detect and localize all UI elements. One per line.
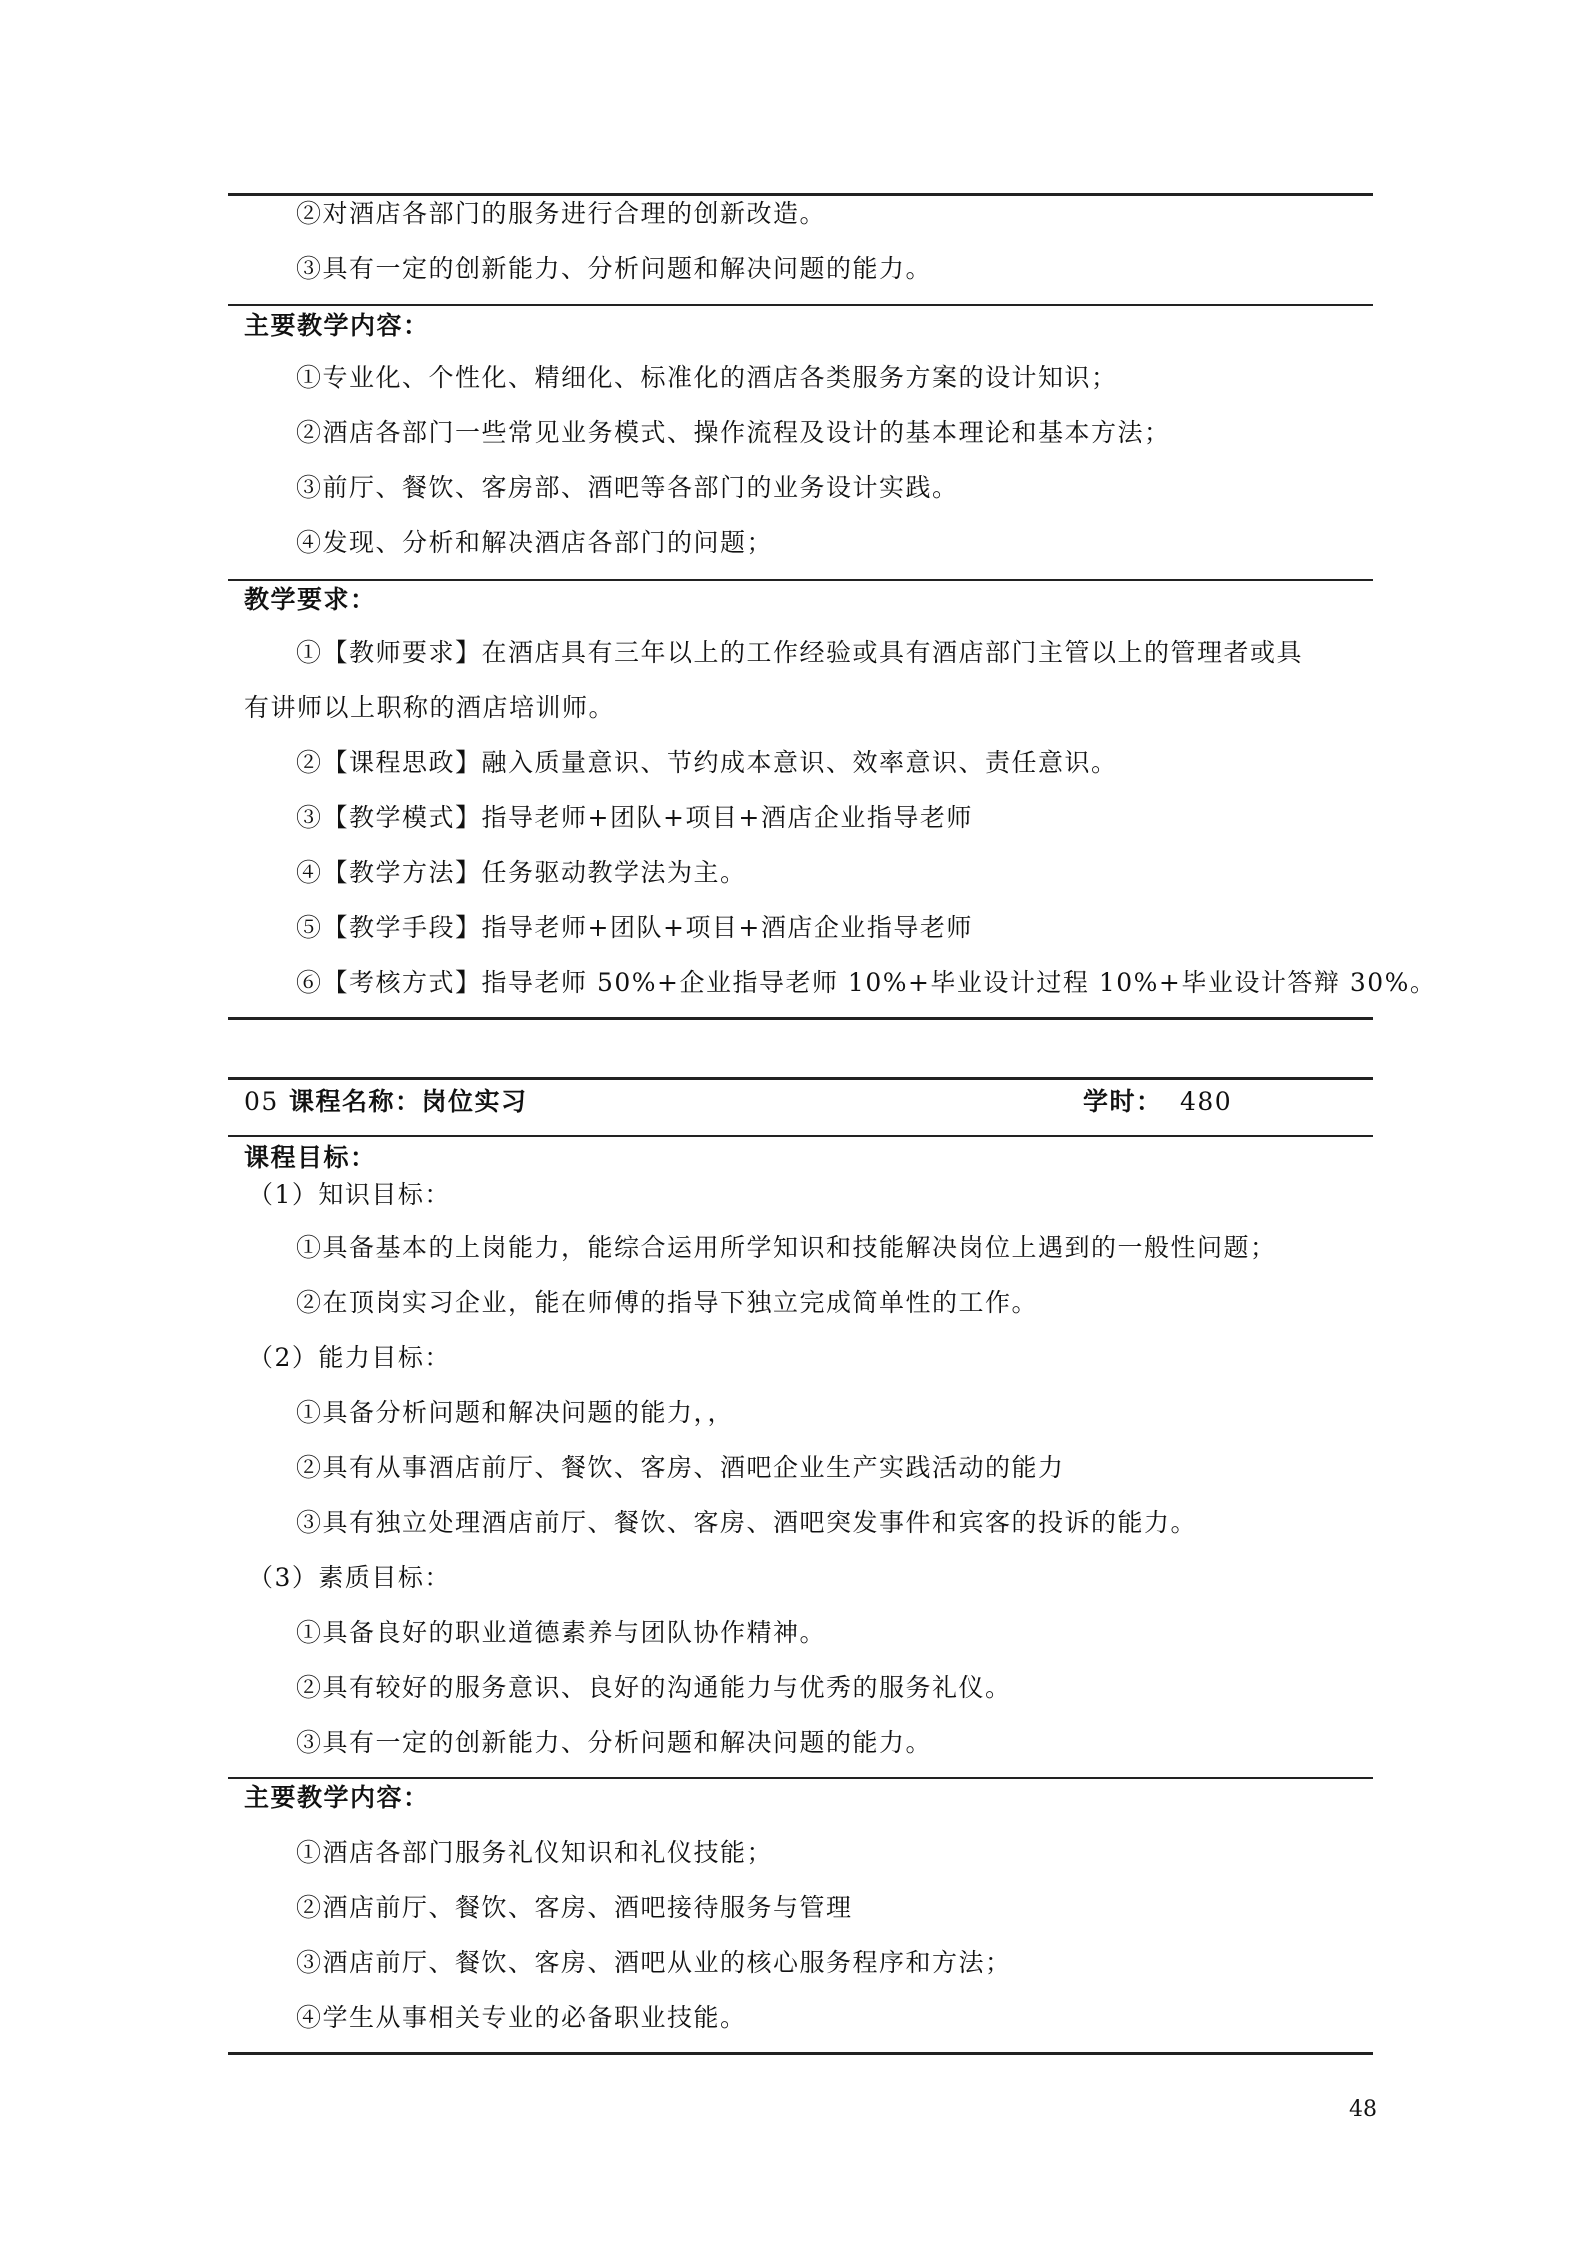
requirement-item: ①【教师要求】在酒店具有三年以上的工作经验或具有酒店部门主管以上的管理者或具 (296, 638, 1304, 667)
content-item: ④发现、分析和解决酒店各部门的问题； (296, 528, 774, 557)
course-number: 05 (244, 1087, 279, 1116)
table-bottom-rule (228, 2052, 1373, 2055)
hours-label: 学时： (1083, 1087, 1163, 1116)
hours-value: 480 (1180, 1087, 1233, 1116)
ability-item: ②具有从事酒店前厅、餐饮、客房、酒吧企业生产实践活动的能力 (296, 1453, 1065, 1482)
ability-item: ①具备分析问题和解决问题的能力，， (296, 1398, 735, 1427)
content-item: ④学生从事相关专业的必备职业技能。 (296, 2003, 747, 2032)
course-title (244, 1085, 528, 1119)
table-bottom-rule (228, 1017, 1373, 1020)
knowledge-item: ②在顶岗实习企业，能在师傅的指导下独立完成简单性的工作。 (296, 1288, 1039, 1317)
content-item: ①专业化、个性化、精细化、标准化的酒店各类服务方案的设计知识； (296, 363, 1118, 392)
requirement-item-continued: 有讲师以上职称的酒店培训师。 (244, 693, 616, 722)
ability-item: ②对酒店各部门的服务进行合理的创新改造。 (296, 199, 827, 228)
quality-item: ③具有一定的创新能力、分析问题和解决问题的能力。 (296, 1728, 933, 1757)
content-item: ②酒店各部门一些常见业务模式、操作流程及设计的基本理论和基本方法； (296, 418, 1171, 447)
requirement-item: ③【教学模式】指导老师+团队+项目+酒店企业指导老师 (296, 803, 973, 832)
knowledge-item: ①具备基本的上岗能力，能综合运用所学知识和技能解决岗位上遇到的一般性问题； (296, 1233, 1277, 1262)
content-item: ③前厅、餐饮、客房部、酒吧等各部门的业务设计实践。 (296, 473, 959, 502)
content-item: ③酒店前厅、餐饮、客房、酒吧从业的核心服务程序和方法； (296, 1948, 1012, 1977)
quality-item: ①具备良好的职业道德素养与团队协作精神。 (296, 1618, 827, 1647)
goals-heading: 课程目标： (244, 1143, 377, 1172)
ability-item: ③具有独立处理酒店前厅、餐饮、客房、酒吧突发事件和宾客的投诉的能力。 (296, 1508, 1198, 1537)
requirement-item: ⑥【考核方式】指导老师 50%+企业指导老师 10%+毕业设计过程 10%+毕业设计答辩 30%。 (296, 968, 1437, 997)
row-divider (228, 579, 1373, 581)
row-divider (228, 1777, 1373, 1779)
quality-item: ②具有较好的服务意识、良好的沟通能力与优秀的服务礼仪。 (296, 1673, 1012, 1702)
content-heading: 主要教学内容： (244, 1783, 430, 1812)
content-heading: 主要教学内容： (244, 311, 430, 340)
requirement-item: ⑤【教学手段】指导老师+团队+项目+酒店企业指导老师 (296, 913, 973, 942)
ability-heading: （2）能力目标： (248, 1343, 451, 1372)
page-number: 48 (1349, 2097, 1377, 2122)
requirement-item: ②【课程思政】融入质量意识、节约成本意识、效率意识、责任意识。 (296, 748, 1118, 777)
row-divider (228, 304, 1373, 306)
content-item: ①酒店各部门服务礼仪知识和礼仪技能； (296, 1838, 774, 1867)
table-top-rule (228, 193, 1373, 196)
quality-heading: （3）素质目标： (248, 1563, 451, 1592)
requirements-heading: 教学要求： (244, 585, 377, 614)
requirement-item: ④【教学方法】任务驱动教学法为主。 (296, 858, 747, 887)
knowledge-heading: （1）知识目标： (248, 1180, 451, 1209)
ability-item: ③具有一定的创新能力、分析问题和解决问题的能力。 (296, 254, 933, 283)
row-divider (228, 1135, 1373, 1137)
content-item: ②酒店前厅、餐饮、客房、酒吧接待服务与管理 (296, 1893, 853, 1922)
table-top-rule (228, 1077, 1373, 1080)
course-name: 课程名称：岗位实习 (289, 1087, 528, 1116)
